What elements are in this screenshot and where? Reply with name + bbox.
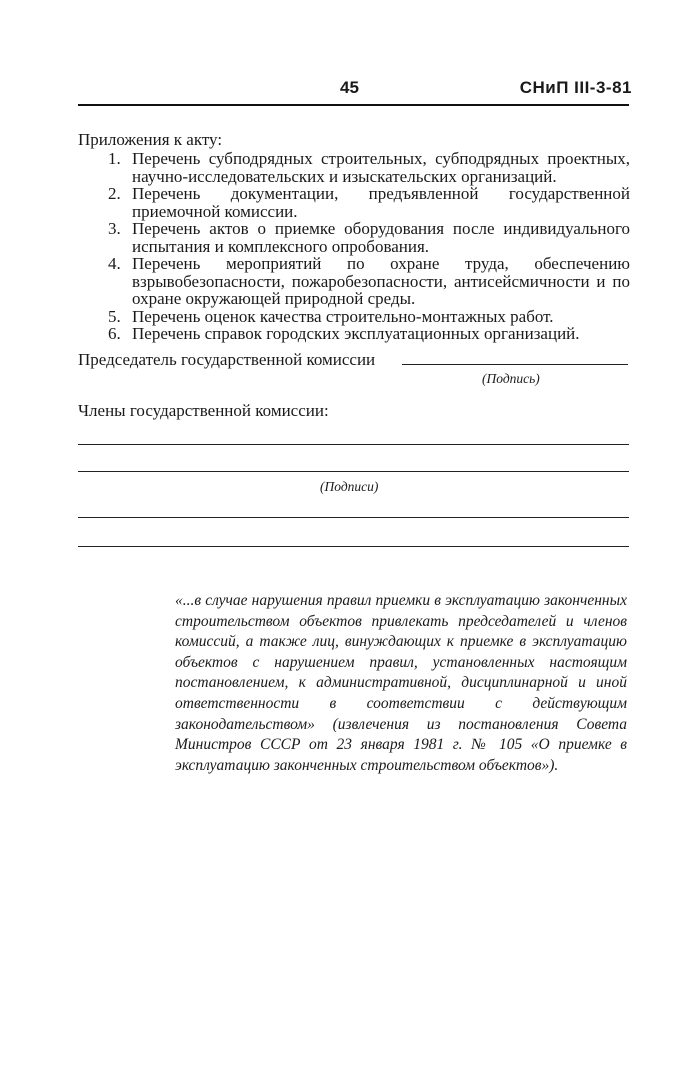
list-item-text: Перечень мероприятий по охране труда, обеспечению взрывобезопасности, пожаробезопасности, антисейсмичности и по охране окружающей природной среды. — [132, 254, 630, 308]
list-item-number: 2. — [108, 184, 121, 203]
member-signature-line — [78, 444, 629, 445]
list-item-number: 6. — [108, 324, 121, 343]
member-signature-line — [78, 517, 629, 518]
member-signature-line — [78, 471, 629, 472]
list-item — [100, 220, 630, 255]
chairman-signature-line — [402, 364, 628, 365]
list-item-text: Перечень справок городских эксплуатационных организаций. — [132, 324, 580, 343]
list-item — [100, 150, 630, 185]
chairman-label: Председатель государственной комиссии — [78, 350, 376, 369]
list-item-number: 3. — [108, 219, 121, 238]
list-item-text: Перечень документации, предъявленной государственной приемочной комиссии. — [132, 184, 630, 221]
list-item — [100, 325, 630, 343]
page-number: 45 — [340, 78, 359, 97]
list-item-number: 4. — [108, 254, 121, 273]
list-item — [100, 308, 630, 326]
members-label: Члены государственной комиссии: — [78, 401, 329, 420]
list-item-number: 1. — [108, 149, 121, 168]
member-signature-line — [78, 546, 629, 547]
attachments-list — [100, 150, 630, 343]
members-signature-caption: (Подписи) — [320, 479, 379, 494]
list-item-text: Перечень оценок качества строительно-монтажных работ. — [132, 306, 554, 326]
chairman-signature-caption: (Подпись) — [482, 371, 540, 386]
list-item-number: 5. — [108, 306, 121, 326]
list-item-text: Перечень субподрядных строительных, субподрядных проектных, научно-исследовательских и изыскательских организаций. — [132, 149, 630, 186]
list-item-text: Перечень актов о приемке оборудования после индивидуального испытания и комплексного опробования. — [132, 219, 630, 256]
list-item — [100, 255, 630, 308]
document-code: СНиП III-3-81 — [519, 78, 632, 97]
attachments-heading: Приложения к акту: — [78, 130, 223, 149]
list-item — [100, 185, 630, 220]
legal-note: «...в случае нарушения правил приемки в эксплуатацию законченных строительством объектов привлекать председателей и членов комиссий, а также лиц, винуждающих к приемке в эксплуатацию объектов с нарушением правил, установленных настоящим постановлением, к административной, дисциплинарной и иной ответственности в соответствии с действующим законодательством» (извлечения из постановления Совета Министров СССР от 23 января 1981 г. № 105 «О приемке в эксплуатацию законченных строительством объектов»). — [175, 592, 627, 774]
header-divider — [78, 104, 629, 106]
